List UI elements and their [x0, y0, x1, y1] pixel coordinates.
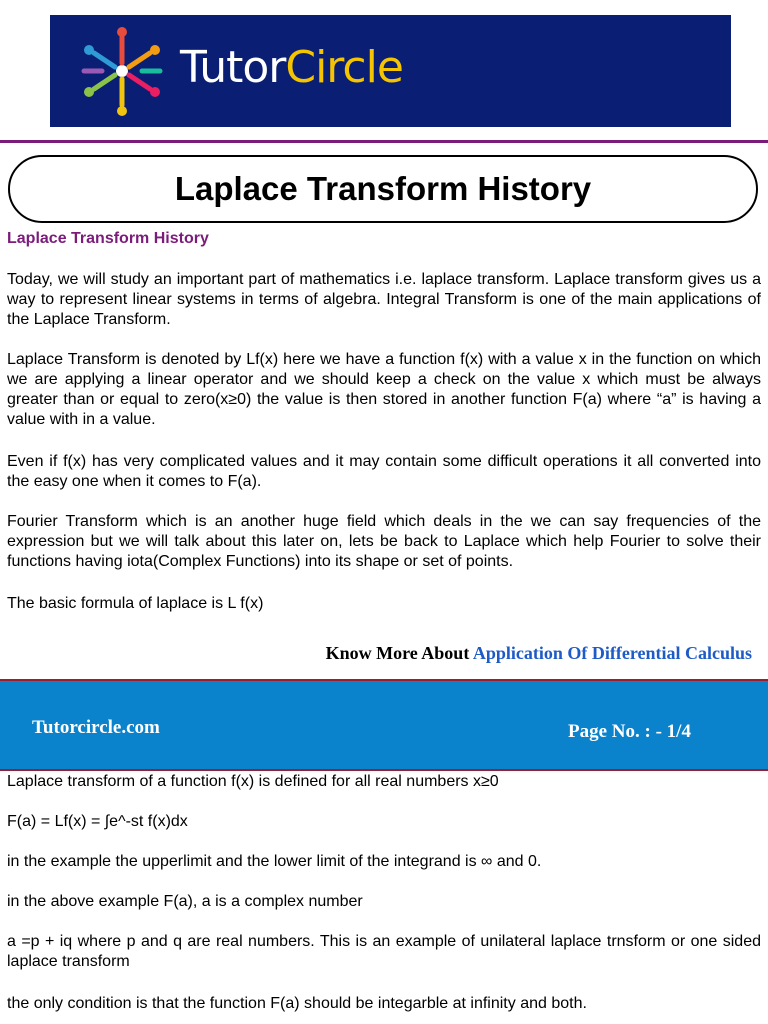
header-divider [0, 140, 768, 143]
paragraph-fourier: Fourier Transform which is an another huge field which deals in the we can say frequencies of the expression but we will talk about this later on, lets be back to Laplace which help Fourier to solve their functions having iota(Complex Functions) into its shape or set of points. [7, 513, 761, 570]
page2-line-definition: Laplace transform of a function f(x) is defined for all real numbers x≥0 [7, 773, 499, 790]
page2-line-condition: the only condition is that the function F(a) should be integarble at infinity and both. [7, 995, 587, 1012]
page-title: Laplace Transform History [8, 155, 758, 223]
paragraph-intro: Today, we will study an important part of mathematics i.e. laplace transform. Laplace transform gives us a way to represent linear systems in terms of algebra. Integral Transform is one of the main applications of the Laplace Transform. [7, 271, 761, 328]
page2-line-unilateral: a =p + iq where p and q are real numbers. This is an example of unilateral laplace trnsform or one sided laplace transform [7, 933, 761, 970]
page2-line-complex: in the above example F(a), a is a complex number [7, 893, 363, 910]
section-subheading: Laplace Transform History [7, 230, 209, 247]
tutorcircle-logo [180, 43, 403, 93]
logo-word-tutor: Tutor [180, 42, 286, 93]
header-banner [50, 15, 731, 127]
page-number: Page No. : - 1/4 [568, 721, 691, 742]
know-more-prefix: Know More About [325, 643, 473, 663]
tutorcircle-logo-icon [72, 25, 172, 117]
paragraph-definition: Laplace Transform is denoted by Lf(x) here we have a function f(x) with a value x in the function on which we are applying a linear operator and we should keep a check on the value x which must be always greater than or equal to zero(x≥0) the value is then stored in another function F(a) where “a” is having a value with in a value. [7, 351, 761, 428]
know-more-line [326, 643, 752, 664]
paragraph-complicated-values: Even if f(x) has very complicated values and it may contain some difficult operations it all converted into the easy one when it comes to F(a). [7, 453, 761, 490]
page-footer-band [0, 679, 768, 771]
page2-line-limits: in the example the upperlimit and the lower limit of the integrand is ∞ and 0. [7, 853, 542, 870]
paragraph-basic-formula: The basic formula of laplace is L f(x) [7, 595, 264, 612]
know-more-link[interactable]: Application Of Differential Calculus [472, 643, 752, 663]
logo-word-circle: Circle [285, 42, 403, 93]
page2-line-formula: F(a) = Lf(x) = ∫e^-st f(x)dx [7, 813, 188, 830]
footer-site-link[interactable]: Tutorcircle.com [32, 717, 160, 738]
